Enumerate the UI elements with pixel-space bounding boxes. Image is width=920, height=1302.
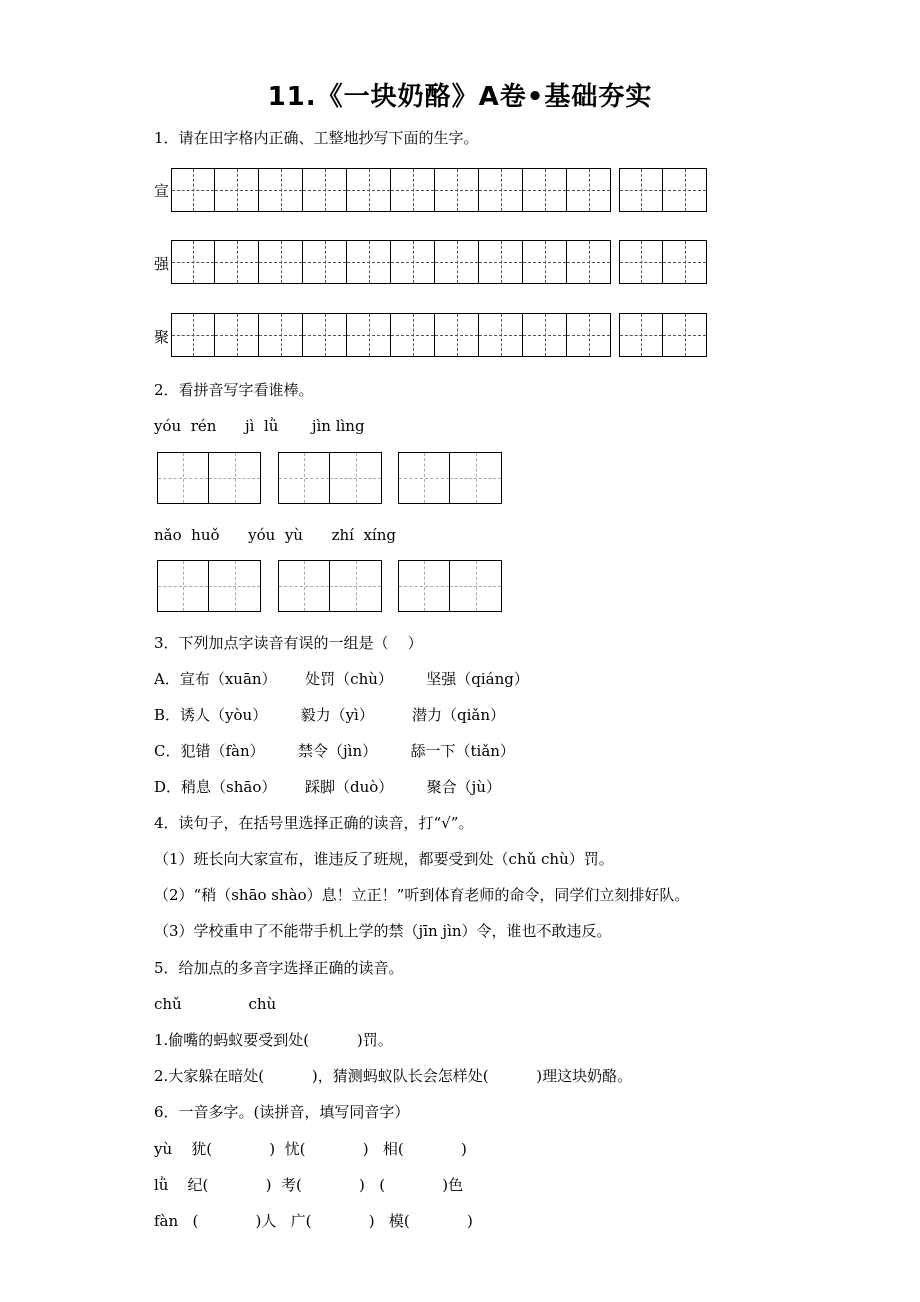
q5-item-1: 1.偷嘴的蚂蚁要受到处( )罚。 (154, 1031, 393, 1049)
tianzige-row-3[interactable] (171, 313, 707, 357)
char-label-xuan: 宣 (154, 182, 170, 200)
answer-box-1[interactable] (157, 452, 261, 504)
char-label-qiang: 强 (154, 255, 170, 273)
char-label-ju: 聚 (154, 328, 170, 346)
q4-item-2: （2）“稍（shāo shào）息！立正！”听到体育老师的命令，同学们立刻排好队。 (154, 886, 690, 904)
q3-option-c: C．犯错（fàn） 禁令（jìn） 舔一下（tiǎn） (154, 742, 515, 760)
q6-item-1: yù 犹( ) 忧( ) 相( ) (154, 1140, 467, 1158)
q5-item-2: 2.大家躲在暗处( )，猜测蚂蚁队长会怎样处( )理这块奶酪。 (154, 1067, 633, 1085)
q3-option-d: D．稍息（shāo） 踩脚（duò） 聚合（jù） (154, 778, 501, 796)
q3-option-b: B．诱人（yòu） 毅力（yì） 潜力（qiǎn） (154, 706, 505, 724)
q4-item-1: （1）班长向大家宣布，谁违反了班规，都要受到处（chǔ chù）罚。 (154, 850, 614, 868)
answer-box-2[interactable] (278, 452, 382, 504)
answer-box-6[interactable] (398, 560, 502, 612)
q6-item-3: fàn ( )人 广( ) 模( ) (154, 1212, 473, 1230)
q6-item-2: lǜ 纪( ) 考( ) ( )色 (154, 1176, 464, 1194)
q4-item-3: （3）学校重申了不能带手机上学的禁（jīn jìn）令，谁也不敢违反。 (154, 922, 612, 940)
pinyin-row-1: yóu rén jì lǜ jìn lìng (154, 417, 365, 435)
q3-option-a: A．宣布（xuān） 处罚（chù） 坚强（qiáng） (154, 670, 529, 688)
question-3: 3．下列加点字读音有误的一组是（ ） (154, 634, 423, 652)
question-4: 4．读句子，在括号里选择正确的读音，打“√”。 (154, 814, 474, 832)
tianzige-row-2[interactable] (171, 240, 707, 284)
page-title: 11.《一块奶酪》A卷•基础夯实 (267, 82, 653, 112)
tianzige-row-1[interactable] (171, 168, 707, 212)
answer-box-4[interactable] (157, 560, 261, 612)
question-1: 1．请在田字格内正确、工整地抄写下面的生字。 (154, 129, 479, 147)
answer-box-5[interactable] (278, 560, 382, 612)
question-5: 5．给加点的多音字选择正确的读音。 (154, 959, 404, 977)
question-2: 2．看拼音写字看谁棒。 (154, 381, 314, 399)
pinyin-row-2: nǎo huǒ yóu yù zhí xíng (154, 526, 396, 544)
question-6: 6．一音多字。(读拼音，填写同音字） (154, 1103, 410, 1121)
answer-box-3[interactable] (398, 452, 502, 504)
q5-pinyin: chǔ chù (154, 995, 277, 1013)
